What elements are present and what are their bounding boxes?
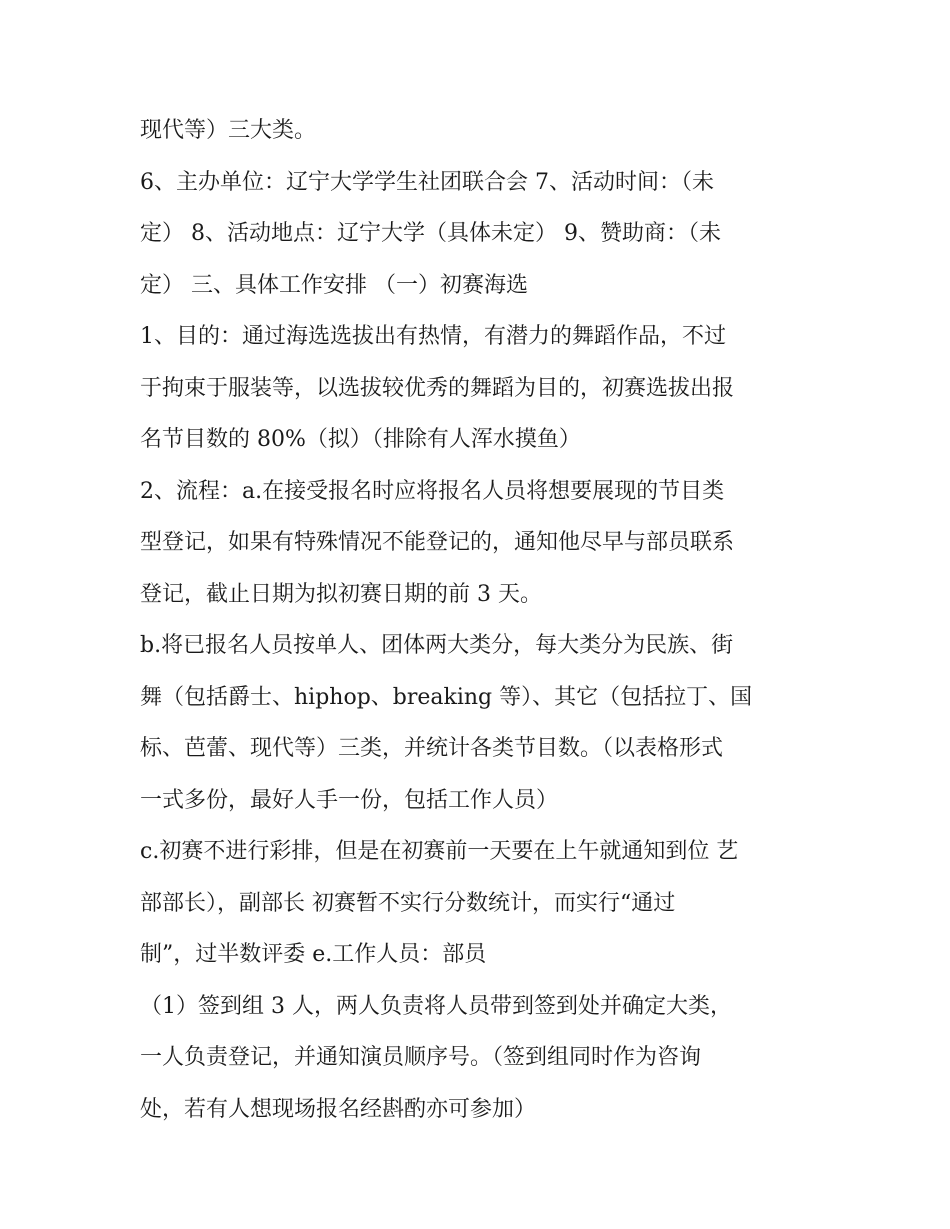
text-line: （1）签到组 3 人，两人负责将人员带到签到处并确定大类， <box>140 993 732 1019</box>
text-line: b.将已报名人员按单人、团体两大类分，每大类分为民族、街 <box>140 633 734 658</box>
text-line: 名节目数的 80%（拟）（排除有人浑水摸鱼） <box>140 427 581 452</box>
text-line: 定） 8、活动地点：辽宁大学（具体未定） 9、赞助商：（未 <box>140 221 721 246</box>
text-line: 一人负责登记，并通知演员顺序号。（签到组同时作为咨询 <box>140 1045 702 1070</box>
text-line: 舞（包括爵士、hiphop、breaking 等）、其它（包括拉丁、国 <box>140 684 753 710</box>
text-line: 1、目的：通过海选选拔出有热情，有潜力的舞蹈作品，不过 <box>140 324 726 349</box>
text-line: 型登记，如果有特殊情况不能登记的，通知他尽早与部员联系 <box>140 530 735 555</box>
text-line: 6、主办单位：辽宁大学学生社团联合会 7、活动时间：（未 <box>140 169 714 195</box>
text-line: 现代等）三大类。 <box>140 118 317 143</box>
text-line: 部部长），副部长 初赛暂不实行分数统计，而实行“通过 <box>140 890 676 916</box>
text-line: 登记，截止日期为拟初赛日期的前 3 天。 <box>140 581 542 607</box>
text-line: 制”，过半数评委 e.工作人员：部员 <box>140 942 487 967</box>
text-line: 标、芭蕾、现代等）三类，并统计各类节目数。（以表格形式 <box>140 736 724 761</box>
text-line: 于拘束于服装等，以选拔较优秀的舞蹈为目的，初赛选拔出报 <box>140 375 735 401</box>
text-line: 一式多份，最好人手一份，包括工作人员） <box>140 787 559 813</box>
text-line: c.初赛不进行彩排，但是在初赛前一天要在上午就通知到位 艺 <box>140 839 739 864</box>
text-line: 定） 三、具体工作安排 （一）初赛海选 <box>140 272 528 298</box>
text-line: 处，若有人想现场报名经斟酌亦可参加） <box>140 1096 537 1122</box>
text-line: 2、流程：a.在接受报名时应将报名人员将想要展现的节目类 <box>140 478 725 504</box>
document-body <box>140 105 820 1135</box>
